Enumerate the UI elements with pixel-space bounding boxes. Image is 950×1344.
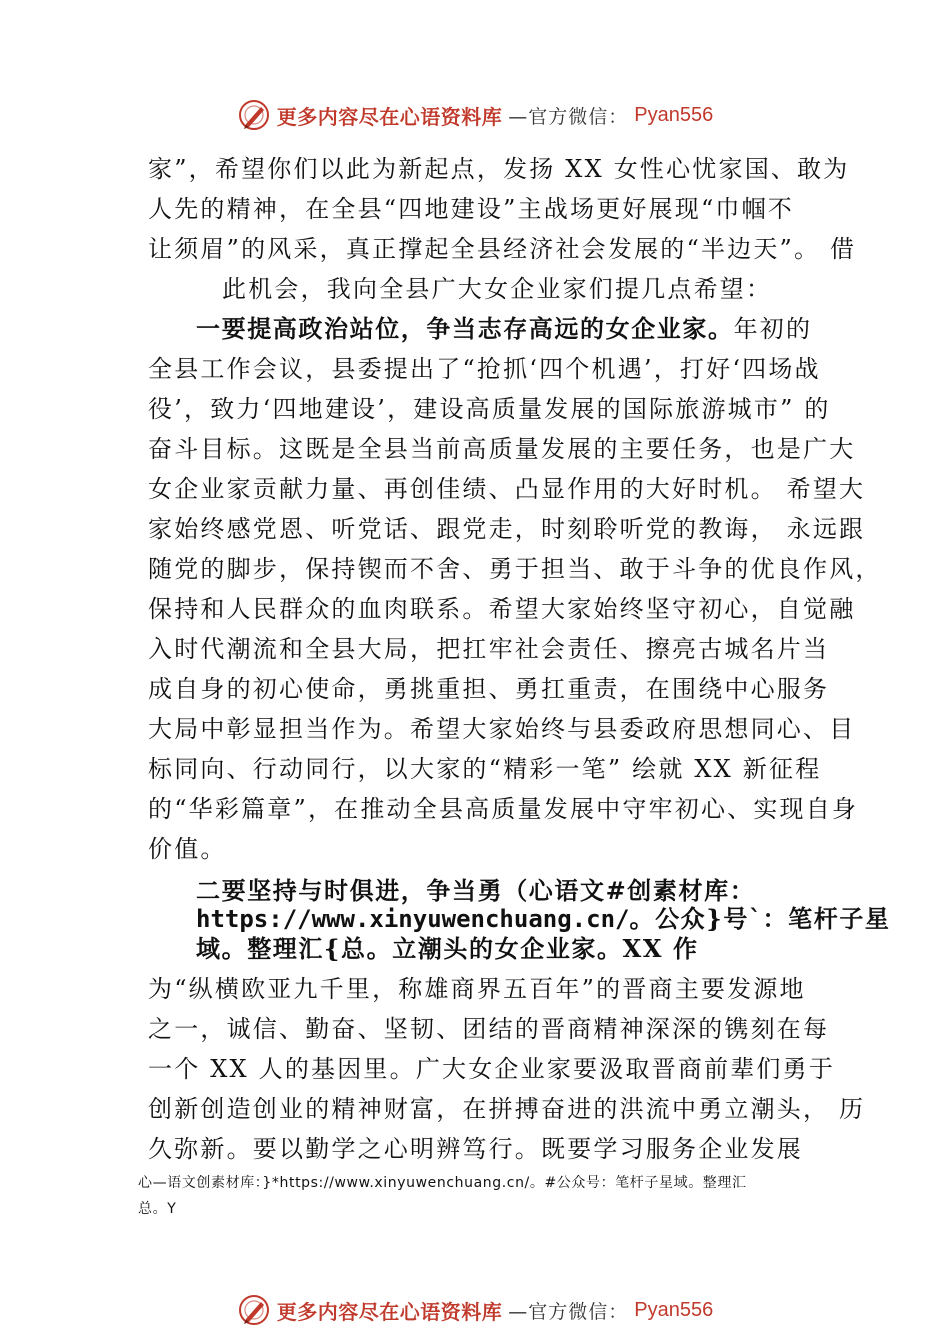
heading-one	[196, 314, 812, 344]
footnote-line1: 心—语文创素材库：}*https://www.xinyuwenchuang.cn/。#公众号：笔杆子星域。整理汇	[138, 1175, 747, 1191]
footer-banner	[0, 1290, 950, 1330]
heading-one-tail: 年初的	[733, 315, 813, 343]
heading-two-url: https://www.xinyuwenchuang.cn/	[196, 905, 630, 933]
heading-two-line2	[196, 904, 891, 934]
body-line: 的“华彩篇章”，在推动全县高质量发展中守牢初心、实现自身	[148, 795, 859, 823]
body-line: 入时代潮流和全县大局，把扛牢社会责任、擦亮古城名片当	[148, 635, 830, 663]
heading-one-bold: 一要提高政治站位，争当志存高远的女企业家。	[196, 314, 734, 343]
banner-red-text: 更多内容尽在心语资料库	[276, 104, 503, 129]
body-line: 成自身的初心使命，勇挑重担、勇扛重责，在围绕中心服务	[148, 675, 830, 703]
body-line: 为“纵横欧亚九千里，称雄商界五百年”的晋商主要发源地	[148, 975, 806, 1003]
body-line: 保持和人民群众的血肉联系。希望大家始终坚守初心，自觉融	[148, 595, 856, 623]
body-line: 人先的精神，在全县“四地建设”主战场更好展现“巾帼不	[148, 195, 795, 223]
banner-wechat-id: Pyan556	[634, 103, 714, 126]
body-line: 全县工作会议，县委提出了“抢抓‘四个机遇’，打好‘四场战	[148, 355, 821, 383]
body-line: 之一，诚信、勤奋、坚韧、团结的晋商精神深深的镌刻在每	[148, 1015, 830, 1043]
header-banner	[0, 95, 950, 135]
heading-two-rest: 。公众}号`：笔杆子星	[629, 904, 891, 933]
banner-dash-text: —官方微信：	[508, 1300, 629, 1323]
banner-wechat-id: Pyan556	[634, 1298, 714, 1321]
body-line: 大局中彰显担当作为。希望大家始终与县委政府思想同心、目	[148, 715, 856, 743]
body-line: 奋斗目标。这既是全县当前高质量发展的主要任务，也是广大	[148, 435, 856, 463]
heading-two-line1: 二要坚持与时俱进，争当勇（心语文#创素材库：	[196, 876, 756, 905]
body-line: 标同向、行动同行，以大家的“精彩一笔” 绘就 XX 新征程	[148, 755, 822, 783]
banner-dash-text: —官方微信：	[508, 105, 629, 128]
heading-two-line3: 域。整理汇{总。立潮头的女企业家。XX 作	[196, 934, 699, 963]
body-line: 随党的脚步，保持锲而不舍、勇于担当、敢于斗争的优良作风，	[148, 555, 882, 583]
body-line: 役’，致力‘四地建设’，建设高质量发展的国际旅游城市” 的	[148, 395, 831, 423]
body-line: 此机会，我向全县广大女企业家们提几点希望：	[222, 275, 773, 303]
pen-logo-icon	[237, 98, 271, 132]
body-line: 家始终感党恩、听党话、跟党走，时刻聆听党的教诲， 永远跟	[148, 515, 866, 543]
body-line: 女企业家贡献力量、再创佳绩、凸显作用的大好时机。 希望大	[148, 475, 866, 503]
body-line: 价值。	[148, 835, 227, 863]
body-line: 创新创造创业的精神财富，在拼搏奋进的洪流中勇立潮头， 历	[148, 1095, 866, 1123]
body-line: 久弥新。要以勤学之心明辨笃行。既要学习服务企业发展	[148, 1135, 803, 1163]
body-line: 让须眉”的风采，真正撑起全县经济社会发展的“半边天”。 借	[148, 235, 857, 263]
banner-red-text: 更多内容尽在心语资料库	[276, 1299, 503, 1324]
footnote-line2: 总。Y	[138, 1201, 177, 1217]
pen-logo-icon	[237, 1293, 271, 1327]
body-line: 家”，希望你们以此为新起点，发扬 XX 女性心忧家国、敢为	[148, 155, 850, 183]
body-line: 一个 XX 人的基因里。广大女企业家要汲取晋商前辈们勇于	[148, 1055, 836, 1083]
